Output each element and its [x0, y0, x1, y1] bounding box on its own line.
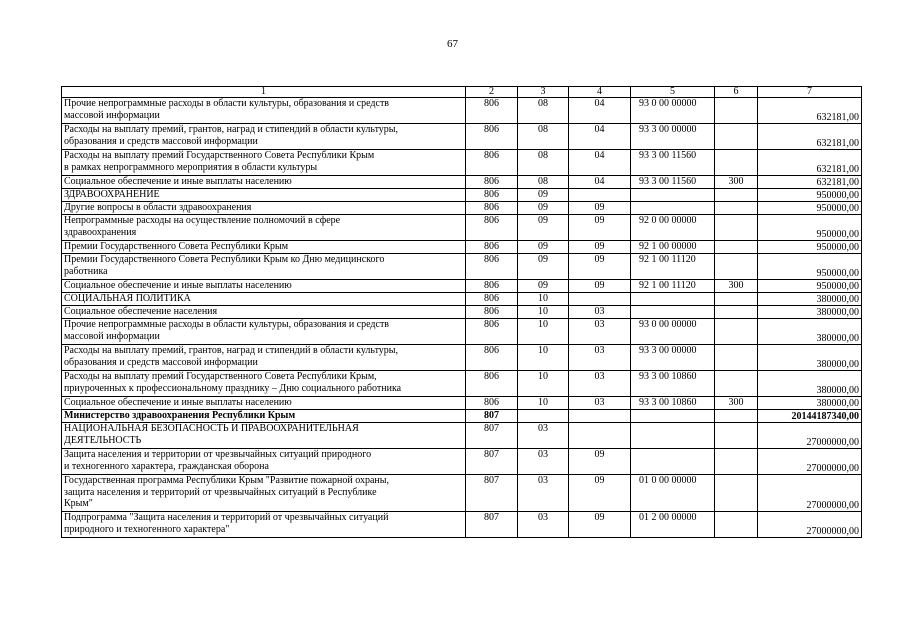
subsection-code-cell: 03 — [569, 319, 631, 345]
item-name-cell — [62, 293, 466, 306]
target-article-cell: 01 2 00 00000 — [631, 512, 715, 538]
table-row — [62, 293, 862, 306]
table-row — [62, 189, 862, 202]
target-article-cell — [631, 410, 715, 423]
target-article-cell: 01 0 00 00000 — [631, 475, 715, 512]
table-row — [62, 98, 862, 124]
target-article-cell — [631, 423, 715, 449]
subsection-code-cell: 09 — [569, 475, 631, 512]
table-row — [62, 202, 862, 215]
expense-type-cell — [715, 254, 758, 280]
target-article-cell: 93 3 00 00000 — [631, 345, 715, 371]
item-name-cell — [62, 512, 466, 538]
item-name-line: Расходы на выплату премий, грантов, наград и стипендий в области культуры, — [64, 124, 399, 135]
amount-cell: 632181,00 — [758, 176, 862, 189]
table-row — [62, 241, 862, 254]
item-name-cell — [62, 410, 466, 423]
amount-cell: 27000000,00 — [758, 512, 862, 538]
expense-type-cell — [715, 475, 758, 512]
amount-cell: 27000000,00 — [758, 449, 862, 475]
amount-cell: 950000,00 — [758, 189, 862, 202]
subsection-code-cell — [569, 293, 631, 306]
department-code-cell: 806 — [466, 176, 518, 189]
item-name-cell — [62, 189, 466, 202]
item-name-line: Расходы на выплату премий, грантов, наград и стипендий в области культуры, — [64, 345, 399, 356]
item-name-line: ЗДРАВООХРАНЕНИЕ — [64, 189, 160, 200]
expense-type-cell — [715, 215, 758, 241]
target-article-cell: 93 3 00 11560 — [631, 176, 715, 189]
target-article-cell — [631, 202, 715, 215]
item-name-cell — [62, 202, 466, 215]
subsection-code-cell: 04 — [569, 124, 631, 150]
target-article-cell — [631, 449, 715, 475]
amount-cell: 632181,00 — [758, 150, 862, 176]
department-code-cell: 806 — [466, 293, 518, 306]
item-name-cell — [62, 397, 466, 410]
target-article-cell: 93 3 00 11560 — [631, 150, 715, 176]
item-name-line: СОЦИАЛЬНАЯ ПОЛИТИКА — [64, 293, 191, 304]
amount-cell: 950000,00 — [758, 241, 862, 254]
item-name-line: Премии Государственного Совета Республики Крым ко Дню медицинского — [64, 254, 385, 265]
subsection-code-cell: 09 — [569, 215, 631, 241]
header-cell-3: 3 — [518, 87, 569, 98]
expense-type-cell — [715, 306, 758, 319]
section-code-cell: 10 — [518, 371, 569, 397]
target-article-cell: 93 0 00 00000 — [631, 319, 715, 345]
section-code-cell: 03 — [518, 423, 569, 449]
target-article-cell: 92 1 00 11120 — [631, 280, 715, 293]
item-name-cell — [62, 371, 466, 397]
expense-type-cell: 300 — [715, 280, 758, 293]
table-row — [62, 423, 862, 449]
subsection-code-cell: 03 — [569, 306, 631, 319]
department-code-cell: 806 — [466, 319, 518, 345]
department-code-cell: 806 — [466, 215, 518, 241]
expense-type-cell — [715, 98, 758, 124]
item-name-cell — [62, 423, 466, 449]
item-name-line: массовой информации — [64, 109, 160, 121]
subsection-code-cell — [569, 423, 631, 449]
department-code-cell: 806 — [466, 241, 518, 254]
department-code-cell: 806 — [466, 150, 518, 176]
section-code-cell: 10 — [518, 345, 569, 371]
table-row — [62, 150, 862, 176]
table-row — [62, 306, 862, 319]
amount-cell: 950000,00 — [758, 254, 862, 280]
amount-cell: 27000000,00 — [758, 423, 862, 449]
section-code-cell: 09 — [518, 280, 569, 293]
section-code-cell: 09 — [518, 189, 569, 202]
department-code-cell: 806 — [466, 254, 518, 280]
item-name-line: здравоохранения — [64, 226, 137, 238]
subsection-code-cell: 04 — [569, 98, 631, 124]
item-name-cell — [62, 449, 466, 475]
department-code-cell: 807 — [466, 423, 518, 449]
expense-type-cell — [715, 150, 758, 176]
department-code-cell: 806 — [466, 397, 518, 410]
item-name-line: Социальное обеспечение и иные выплаты населению — [64, 280, 292, 291]
amount-cell: 20144187340,00 — [758, 410, 862, 423]
expense-type-cell — [715, 293, 758, 306]
section-code-cell: 08 — [518, 176, 569, 189]
section-code-cell — [518, 410, 569, 423]
item-name-line: Премии Государственного Совета Республики Крым — [64, 241, 289, 252]
target-article-cell — [631, 306, 715, 319]
expense-type-cell — [715, 189, 758, 202]
department-code-cell: 807 — [466, 449, 518, 475]
department-code-cell: 806 — [466, 345, 518, 371]
item-name-line: природного и техногенного характера" — [64, 523, 230, 535]
item-name-line: Социальное обеспечение и иные выплаты населению — [64, 397, 292, 408]
target-article-cell: 92 1 00 11120 — [631, 254, 715, 280]
header-cell-4: 4 — [569, 87, 631, 98]
item-name-line: Государственная программа Республики Крым "Развитие пожарной охраны, — [64, 475, 389, 486]
department-code-cell: 807 — [466, 410, 518, 423]
department-code-cell: 806 — [466, 189, 518, 202]
item-name-line: в рамках непрограммного мероприятия в области культуры — [64, 161, 318, 173]
expense-type-cell — [715, 449, 758, 475]
item-name-cell — [62, 124, 466, 150]
section-code-cell: 09 — [518, 202, 569, 215]
item-name-line: работника — [64, 265, 108, 277]
section-code-cell: 10 — [518, 397, 569, 410]
budget-table — [61, 86, 862, 538]
item-name-line: массовой информации — [64, 330, 160, 342]
header-cell-7: 7 — [758, 87, 862, 98]
expense-type-cell — [715, 241, 758, 254]
section-code-cell: 03 — [518, 449, 569, 475]
section-code-cell: 10 — [518, 306, 569, 319]
target-article-cell — [631, 293, 715, 306]
table-row — [62, 124, 862, 150]
expense-type-cell: 300 — [715, 397, 758, 410]
table-row — [62, 345, 862, 371]
item-name-line: Расходы на выплату премий Государственного Совета Республики Крым — [64, 150, 375, 161]
expense-type-cell — [715, 202, 758, 215]
item-name-line: Прочие непрограммные расходы в области культуры, образования и средств — [64, 98, 390, 109]
section-code-cell: 10 — [518, 319, 569, 345]
item-name-cell — [62, 98, 466, 124]
department-code-cell: 806 — [466, 202, 518, 215]
subsection-code-cell: 09 — [569, 449, 631, 475]
section-code-cell: 09 — [518, 254, 569, 280]
item-name-line: защита населения и территорий от чрезвычайных ситуаций в Республике — [64, 486, 377, 498]
item-name-cell — [62, 475, 466, 512]
header-cell-1: 1 — [62, 87, 466, 98]
item-name-line: Прочие непрограммные расходы в области культуры, образования и средств — [64, 319, 390, 330]
item-name-cell — [62, 306, 466, 319]
section-code-cell: 03 — [518, 512, 569, 538]
table-row — [62, 410, 862, 423]
item-name-line: приуроченных к профессиональному празднику – Дню социального работника — [64, 382, 402, 394]
target-article-cell: 92 1 00 00000 — [631, 241, 715, 254]
subsection-code-cell: 09 — [569, 202, 631, 215]
amount-cell: 27000000,00 — [758, 475, 862, 512]
table-row — [62, 512, 862, 538]
item-name-cell — [62, 254, 466, 280]
item-name-line: Крым" — [64, 498, 93, 509]
table-row — [62, 397, 862, 410]
amount-cell: 380000,00 — [758, 306, 862, 319]
amount-cell: 380000,00 — [758, 293, 862, 306]
section-code-cell: 09 — [518, 215, 569, 241]
table-row — [62, 475, 862, 512]
subsection-code-cell — [569, 189, 631, 202]
page-number: 67 — [447, 38, 458, 50]
amount-cell: 632181,00 — [758, 98, 862, 124]
expense-type-cell — [715, 124, 758, 150]
amount-cell: 380000,00 — [758, 319, 862, 345]
section-code-cell: 08 — [518, 150, 569, 176]
expense-type-cell — [715, 371, 758, 397]
header-cell-5: 5 — [631, 87, 715, 98]
expense-type-cell — [715, 423, 758, 449]
item-name-cell — [62, 345, 466, 371]
amount-cell: 380000,00 — [758, 397, 862, 410]
item-name-cell — [62, 176, 466, 189]
amount-cell: 950000,00 — [758, 202, 862, 215]
item-name-line: ДЕЯТЕЛЬНОСТЬ — [64, 434, 142, 446]
item-name-cell — [62, 215, 466, 241]
item-name-line: образования и средств массовой информации — [64, 356, 258, 368]
item-name-cell — [62, 319, 466, 345]
item-name-line: Подпрограмма "Защита населения и территорий от чрезвычайных ситуаций — [64, 512, 389, 523]
table-row — [62, 319, 862, 345]
section-code-cell: 08 — [518, 124, 569, 150]
department-code-cell: 807 — [466, 512, 518, 538]
item-name-cell — [62, 280, 466, 293]
target-article-cell: 93 3 00 00000 — [631, 124, 715, 150]
table-row — [62, 176, 862, 189]
item-name-line: Другие вопросы в области здравоохранения — [64, 202, 252, 213]
table-row — [62, 254, 862, 280]
subsection-code-cell: 04 — [569, 176, 631, 189]
table-row — [62, 215, 862, 241]
department-code-cell: 806 — [466, 98, 518, 124]
table-row — [62, 449, 862, 475]
department-code-cell: 806 — [466, 371, 518, 397]
section-code-cell: 09 — [518, 241, 569, 254]
item-name-line: Непрограммные расходы на осуществление полномочий в сфере — [64, 215, 341, 226]
target-article-cell: 92 0 00 00000 — [631, 215, 715, 241]
expense-type-cell — [715, 410, 758, 423]
section-code-cell: 03 — [518, 475, 569, 512]
item-name-line: Защита населения и территории от чрезвычайных ситуаций природного — [64, 449, 372, 460]
department-code-cell: 806 — [466, 306, 518, 319]
header-cell-2: 2 — [466, 87, 518, 98]
item-name-line: Социальное обеспечение населения — [64, 306, 218, 317]
target-article-cell: 93 0 00 00000 — [631, 98, 715, 124]
header-cell-6: 6 — [715, 87, 758, 98]
amount-cell: 632181,00 — [758, 124, 862, 150]
amount-cell: 380000,00 — [758, 345, 862, 371]
item-name-cell — [62, 241, 466, 254]
department-code-cell: 806 — [466, 124, 518, 150]
subsection-code-cell — [569, 410, 631, 423]
subsection-code-cell: 03 — [569, 371, 631, 397]
subsection-code-cell: 09 — [569, 512, 631, 538]
amount-cell: 380000,00 — [758, 371, 862, 397]
table-row — [62, 280, 862, 293]
table-row — [62, 371, 862, 397]
subsection-code-cell: 03 — [569, 345, 631, 371]
amount-cell: 950000,00 — [758, 215, 862, 241]
item-name-line: Министерство здравоохранения Республики Крым — [64, 410, 296, 421]
amount-cell: 950000,00 — [758, 280, 862, 293]
department-code-cell: 807 — [466, 475, 518, 512]
item-name-line: Социальное обеспечение и иные выплаты населению — [64, 176, 292, 187]
subsection-code-cell: 04 — [569, 150, 631, 176]
item-name-cell — [62, 150, 466, 176]
item-name-line: Расходы на выплату премий Государственного Совета Республики Крым, — [64, 371, 377, 382]
subsection-code-cell: 03 — [569, 397, 631, 410]
expense-type-cell — [715, 345, 758, 371]
target-article-cell — [631, 189, 715, 202]
target-article-cell: 93 3 00 10860 — [631, 397, 715, 410]
subsection-code-cell: 09 — [569, 241, 631, 254]
item-name-line: НАЦИОНАЛЬНАЯ БЕЗОПАСНОСТЬ И ПРАВООХРАНИТЕЛЬНАЯ — [64, 423, 359, 434]
item-name-line: образования и средств массовой информации — [64, 135, 258, 147]
target-article-cell: 93 3 00 10860 — [631, 371, 715, 397]
table-body — [62, 87, 862, 538]
expense-type-cell: 300 — [715, 176, 758, 189]
section-code-cell: 08 — [518, 98, 569, 124]
item-name-line: и техногенного характера, гражданская оборона — [64, 460, 269, 472]
expense-type-cell — [715, 512, 758, 538]
subsection-code-cell: 09 — [569, 254, 631, 280]
section-code-cell: 10 — [518, 293, 569, 306]
subsection-code-cell: 09 — [569, 280, 631, 293]
department-code-cell: 806 — [466, 280, 518, 293]
table-header-row — [62, 87, 862, 98]
expense-type-cell — [715, 319, 758, 345]
